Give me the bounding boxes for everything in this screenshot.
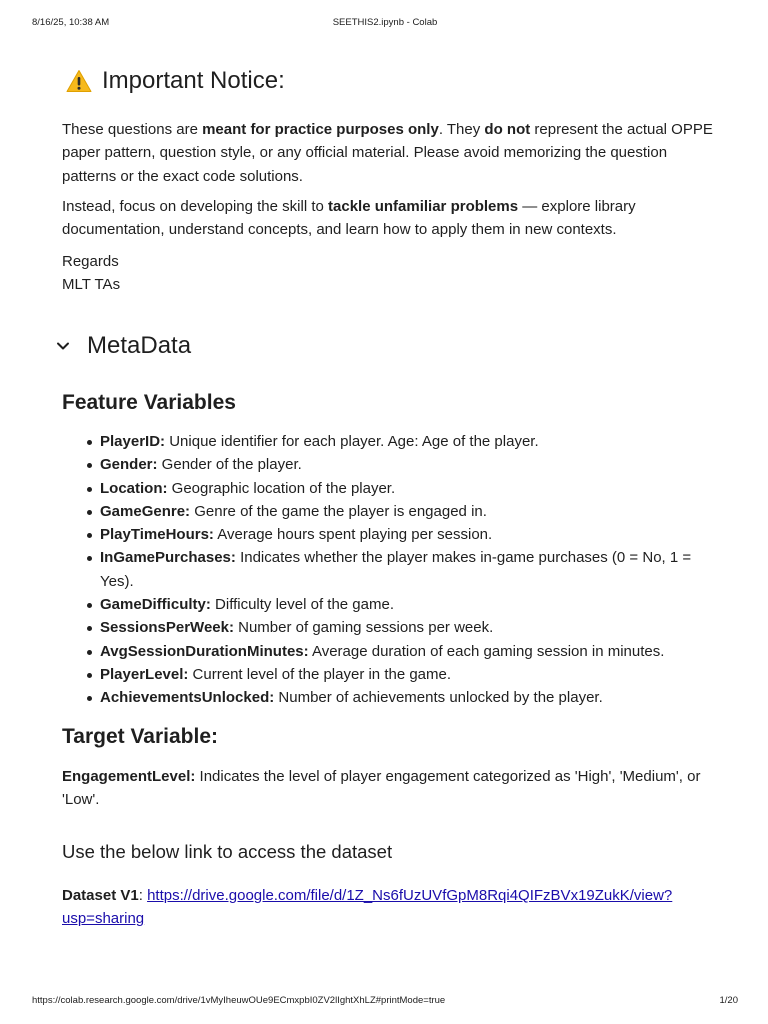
regards-text: Regards — [62, 253, 119, 270]
target-name: EngagementLevel: — [62, 768, 196, 785]
feature-desc: Indicates whether the player makes in-game purchases (0 = No, 1 = — [235, 549, 692, 567]
notice-paragraph-1 — [62, 118, 722, 188]
dataset-paragraph — [62, 884, 722, 931]
feature-name: GameGenre: — [100, 502, 191, 520]
feature-desc: Number of achievements unlocked by the player. — [274, 689, 603, 707]
feature-name: InGamePurchases: — [100, 549, 236, 567]
target-line-2: 'Low'. — [62, 791, 100, 809]
list-item — [62, 477, 712, 500]
notice-p1-bold-d: do not — [484, 121, 531, 138]
notice-heading — [66, 64, 285, 98]
dataset-link[interactable]: https://drive.google.com/file/d/1Z_Ns6fUzUVfGpM8Rqi4QIFzBVx19ZukK/view? — [147, 887, 673, 904]
feature-name: AchievementsUnlocked: — [100, 689, 275, 707]
notice-p2-text-c: — explore library — [518, 198, 636, 215]
target-desc: Indicates the level of player engagement categorized as 'High', 'Medium', or — [195, 768, 701, 785]
feature-desc: Gender of the player. — [157, 456, 302, 474]
dataset-sep: : — [138, 887, 148, 904]
target-variable-heading: Target Variable: — [62, 725, 219, 748]
feature-desc: Average duration of each gaming session in minutes. — [308, 642, 665, 660]
metadata-title: MetaData — [87, 332, 192, 359]
print-title: SEETHIS2.ipynb - Colab — [332, 17, 438, 28]
dataset-label: Dataset V1 — [62, 887, 139, 904]
feature-name: Gender: — [100, 456, 158, 474]
dataset-link-cont[interactable]: usp=sharing — [62, 910, 145, 928]
feature-name: AvgSessionDurationMinutes: — [100, 642, 309, 660]
dataset-line-1 — [62, 884, 722, 907]
feature-desc: Geographic location of the player. — [167, 479, 396, 497]
feature-desc: Difficulty level of the game. — [210, 596, 395, 614]
feature-desc: Current level of the player in the game. — [188, 665, 452, 683]
feature-name: SessionsPerWeek: — [100, 619, 234, 637]
dataset-line-2 — [62, 907, 722, 930]
notice-title: Important Notice: — [102, 67, 285, 94]
signature-text: MLT TAs — [62, 276, 121, 294]
print-page-number: 1/20 — [719, 995, 738, 1006]
print-url: https://colab.research.google.com/drive/1vMyIheuwOUe9ECmxpbI0ZV2lIghtXhLZ#printMode=true — [32, 995, 446, 1006]
notice-p2-line-2: documentation, understand concepts, and learn how to apply them in new contexts. — [62, 221, 617, 239]
metadata-section-header[interactable] — [54, 330, 191, 362]
feature-desc-cont: Yes). — [100, 572, 134, 590]
notice-p2-text-a: Instead, focus on developing the skill to — [62, 198, 329, 215]
list-item — [62, 453, 712, 476]
feature-name: GameDifficulty: — [100, 596, 211, 614]
feature-list — [62, 430, 712, 710]
feature-name: PlayTimeHours: — [100, 526, 214, 544]
print-datetime: 8/16/25, 10:38 AM — [32, 17, 110, 28]
notice-p1-text-e: represent the actual OPPE — [530, 121, 713, 138]
notice-paragraph-2 — [62, 195, 722, 242]
feature-desc: Number of gaming sessions per week. — [233, 619, 494, 637]
notice-p1-text-a: These questions are — [62, 121, 203, 138]
feature-name: PlayerLevel: — [100, 665, 189, 683]
dataset-heading: Use the below link to access the dataset — [62, 841, 393, 862]
feature-name: Location: — [100, 479, 168, 497]
notice-p1-line-2: paper pattern, question style, or any official material. Please avoid memorizing the question — [62, 144, 668, 162]
list-item — [62, 686, 712, 709]
notice-p1-line-1 — [62, 118, 722, 141]
notice-p2-line-1 — [62, 195, 722, 218]
feature-variables-heading: Feature Variables — [62, 391, 236, 414]
notice-p2-bold: tackle unfamiliar problems — [328, 198, 519, 215]
list-item — [62, 523, 712, 546]
list-item — [62, 500, 712, 523]
list-item — [62, 640, 712, 663]
feature-desc: Unique identifier for each player. Age: Age of the player. — [165, 433, 539, 450]
target-line-1 — [62, 765, 722, 788]
list-item — [62, 546, 712, 593]
list-item — [62, 663, 712, 686]
print-header — [32, 17, 738, 31]
list-item — [62, 616, 712, 639]
notice-p1-line-3: patterns or the exact code solutions. — [62, 167, 303, 185]
notice-regards — [62, 250, 722, 297]
list-item — [62, 430, 712, 453]
feature-desc: Genre of the game the player is engaged in. — [190, 502, 487, 520]
target-paragraph — [62, 765, 722, 812]
feature-name: PlayerID: — [100, 433, 166, 450]
list-item — [62, 593, 712, 616]
notice-p1-bold-a: meant for practice purposes only — [202, 121, 439, 138]
warning-icon — [66, 69, 92, 93]
feature-desc: Average hours spent playing per session. — [213, 526, 493, 544]
print-footer — [32, 995, 738, 1009]
notice-p1-text-c: . They — [438, 121, 485, 138]
chevron-down-icon[interactable] — [54, 337, 72, 355]
